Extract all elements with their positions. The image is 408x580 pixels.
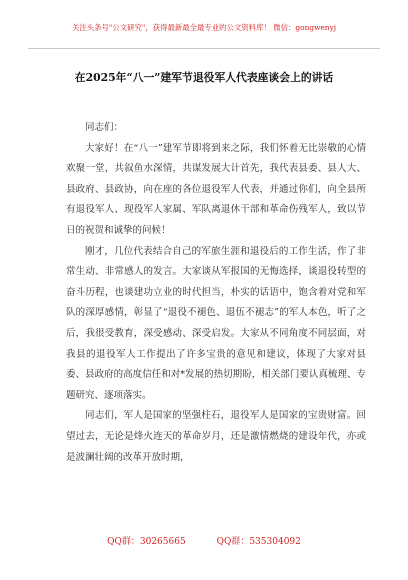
footer-contact — [0, 534, 408, 547]
footer-qq-group-1: QQ群：30265665 — [107, 537, 186, 547]
salutation: 同志们： — [85, 122, 124, 133]
document-title: 在2025年“八一”建军节退役军人代表座谈会上的讲话 — [74, 71, 334, 84]
paragraph-1: 大家好！在“八一”建军节即将到来之际，我们怀着无比崇敬的心情欢聚一堂，共叙鱼水深情，共谋发展大计首先，我代表县委、县人大、县政府、县政协，向在座的各位退役军人代表，并通过你们，向全县所有退役军人、现役军人家属、军队离退休干部和革命伤残军人，致以节日的祝贺和诚挚的问候！ — [66, 142, 366, 236]
header-banner: 关注头条号"公文研究"，获得最新最全最专业的公文资料库！ 微信：gongwenyj — [71, 23, 337, 32]
document-body — [66, 118, 366, 468]
paragraph-2: 刚才，几位代表结合自己的军旅生涯和退役后的工作生活，作了非常生动、非常感人的发言。大家谈从军报国的无悔选择，谈退役转型的奋斗历程，也谈建功立业的时代担当，朴实的话语中，饱含着对党和军队的深厚感情，彰显了“退役不褪色、退伍不褪志”的军人本色，听了之后，我很受教育，深受感动、深受启发。大家从不同角度不同层面，对我县的退役军人工作提出了许多宝贵的意见和建议，体现了大家对县委、县政府的高度信任和对*发展的热切期盼，相关部门要认真梳理、专题研究、逐项落实。 — [66, 245, 366, 401]
footer-qq-group-2: QQ群：535304092 — [216, 537, 301, 547]
header-divider — [28, 48, 380, 49]
paragraph-3: 同志们，军人是国家的坚强柱石，退役军人是国家的宝贵财富。回望过去，无论是烽火连天的革命岁月，还是激情燃烧的建设年代，亦或是波澜壮阔的改革开放时期， — [66, 410, 366, 463]
